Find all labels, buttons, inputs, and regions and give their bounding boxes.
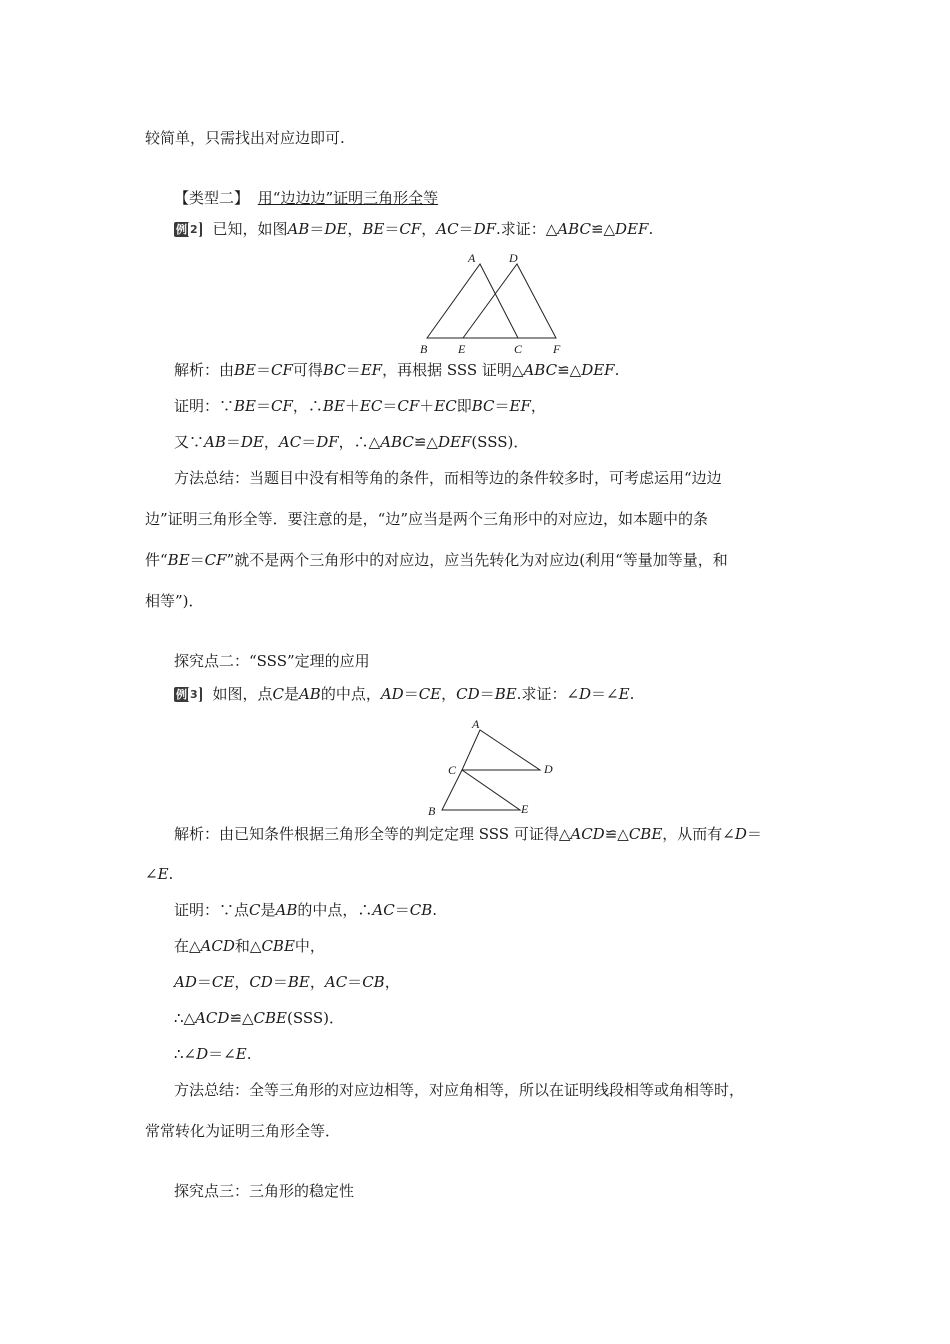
- label-e: E: [458, 342, 466, 356]
- triangle-def: [463, 264, 556, 338]
- example-3-analysis-line-2: ∠E.: [145, 865, 174, 883]
- example-3-badge: 例 3: [174, 687, 202, 702]
- summary-3-line-1: 方法总结：全等三角形的对应边相等，对应角相等，所以在证明线段相等或角相等时，: [174, 1081, 745, 1099]
- intro-tail: 较简单，只需找出对应边即可.: [145, 129, 345, 147]
- label-f: F: [553, 342, 561, 356]
- label-a: A: [472, 717, 480, 731]
- figure-two-triangles: [410, 250, 580, 360]
- label-d: D: [544, 762, 553, 776]
- example-3-proof-line-2: 在△ACD和△CBE中，: [174, 937, 325, 955]
- summary-2-line-3: 件“BE＝CF”就不是两个三角形中的对应边，应当先转化为对应边(利用“等量加等量，和: [145, 551, 728, 569]
- example-2-badge: 例 2: [174, 222, 202, 237]
- summary-2-line-1: 方法总结：当题目中没有相等角的条件，而相等边的条件较多时，可考虑运用“边边: [174, 469, 722, 487]
- example-2-proof-line-2: 又∵AB＝DE，AC＝DF，∴△ABC≌△DEF(SSS)．: [174, 433, 529, 451]
- example-3-statement: 例 3 如图，点C是AB的中点，AD＝CE，CD＝BE.求证：∠D＝∠E.: [176, 685, 635, 703]
- section-point-2: 探究点二：“SSS”定理的应用: [174, 652, 370, 670]
- summary-2-line-4: 相等”)．: [145, 592, 204, 610]
- example-3-proof-line-4: ∴△ACD≌△CBE(SSS)．: [174, 1009, 345, 1027]
- label-c: C: [514, 342, 523, 356]
- label-c: C: [448, 763, 457, 777]
- section-point-3: 探究点三：三角形的稳定性: [174, 1182, 355, 1200]
- example-3-analysis-line-1: 解析：由已知条件根据三角形全等的判定定理 SSS 可证得△ACD≌△CBE，从而有∠D＝: [174, 825, 762, 843]
- example-3-proof-line-5: ∴∠D＝∠E.: [174, 1045, 252, 1063]
- label-e: E: [521, 802, 529, 816]
- example-3-proof-line-1: 证明：∵点C是AB的中点，∴AC＝CB.: [174, 901, 437, 919]
- label-b: B: [420, 342, 428, 356]
- type2-heading: [174, 188, 438, 208]
- label-d: D: [509, 251, 518, 265]
- type2-title: 用“边边边”证明三角形全等: [257, 189, 439, 207]
- triangle-acd: [462, 730, 540, 770]
- label-a: A: [468, 251, 476, 265]
- summary-3-line-2: 常常转化为证明三角形全等．: [145, 1122, 341, 1140]
- figure-midpoint-triangles: [420, 714, 565, 820]
- example-3-proof-line-3: AD＝CE，CD＝BE，AC＝CB，: [174, 973, 400, 991]
- label-b: B: [428, 804, 436, 818]
- example-2-analysis: 解析：由BE＝CF可得BC＝EF，再根据 SSS 证明△ABC≌△DEF.: [174, 361, 620, 379]
- summary-2-line-2: 边”证明三角形全等．要注意的是，“边”应当是两个三角形中的对应边，如本题中的条: [145, 510, 709, 528]
- example-2-proof-line-1: 证明：∵BE＝CF，∴BE＋EC＝CF＋EC即BC＝EF，: [174, 397, 546, 415]
- type2-bracket: 【类型二】: [174, 189, 250, 207]
- example-2-statement: 例 2 已知，如图AB＝DE，BE＝CF，AC＝DF.求证：△ABC≌△DEF.: [176, 220, 654, 238]
- triangle-abc: [427, 264, 518, 338]
